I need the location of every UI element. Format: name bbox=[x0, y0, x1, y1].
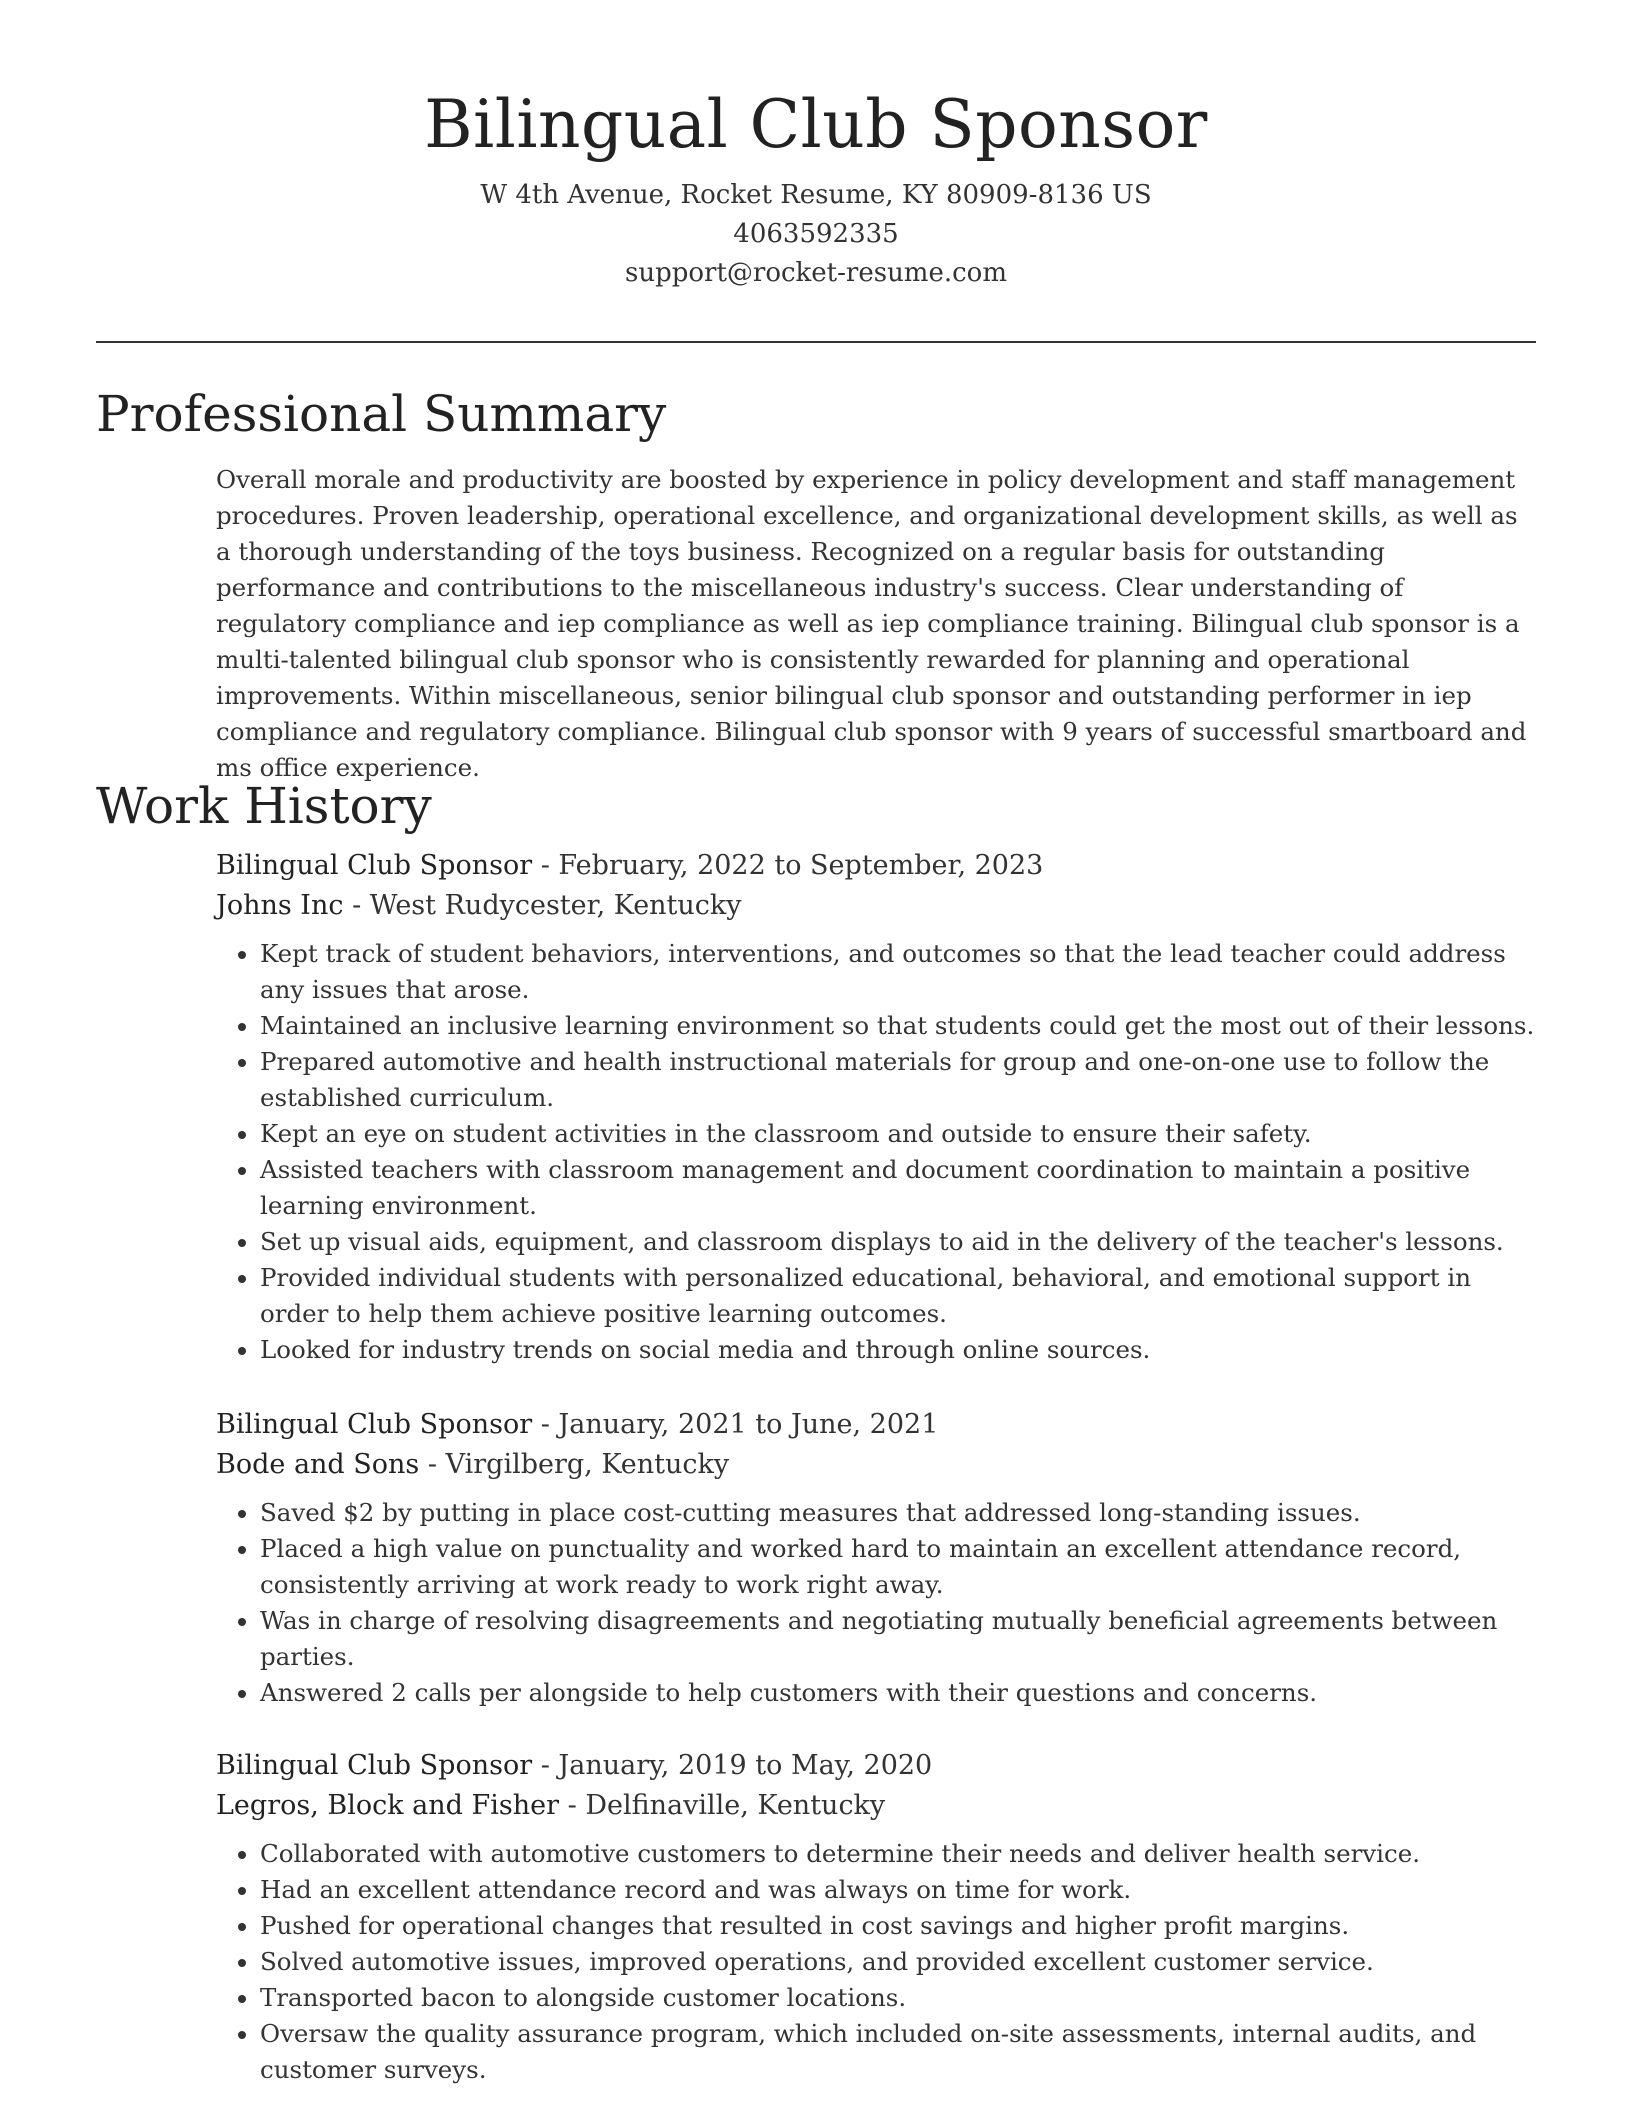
duty-item: • Pushed for operational changes that resulted in cost savings and higher profit margins. bbox=[260, 1908, 1536, 1944]
contact-info bbox=[96, 176, 1536, 293]
duty-item: • Saved $2 by putting in place cost-cutting measures that addressed long-standing issues. bbox=[260, 1495, 1536, 1531]
work-history-heading: Work History bbox=[96, 777, 432, 835]
job-dates: February, 2022 to September, 2023 bbox=[558, 850, 1044, 881]
duty-item: • Prepared automotive and health instructional materials for group and one-on-one use to follow the established curriculum. bbox=[260, 1044, 1536, 1116]
separator: - bbox=[343, 890, 370, 921]
duty-item: • Had an excellent attendance record and was always on time for work. bbox=[260, 1872, 1536, 1908]
job-location: Delfinaville, Kentucky bbox=[585, 1790, 886, 1821]
resume-header bbox=[96, 80, 1536, 293]
duty-item: • Placed a high value on punctuality and worked hard to maintain an excellent attendance record, consistently arriving at work ready to work right away. bbox=[260, 1531, 1536, 1603]
job-title-line bbox=[216, 1405, 1536, 1445]
duty-item: • Looked for industry trends on social media and through online sources. bbox=[260, 1332, 1536, 1368]
duty-item: • Oversaw the quality assurance program, which included on-site assessments, internal audits, and customer surveys. bbox=[260, 2016, 1536, 2088]
job-entry bbox=[216, 1405, 1536, 1711]
job-title: Bilingual Club Sponsor bbox=[216, 1750, 533, 1781]
phone-number: 4063592335 bbox=[733, 219, 899, 249]
duty-item: • Provided individual students with personalized educational, behavioral, and emotional support in order to help them achieve positive learning outcomes. bbox=[260, 1260, 1536, 1332]
professional-summary-text: Overall morale and productivity are boosted by experience in policy development and staff management procedures. Proven leadership, operational excellence, and organizational development skills, as well as a thorough understanding of the toys business. Recognized on a regular basis for outstanding performance and contributions to the miscellaneous industry's success. Clear understanding of regulatory compliance and iep compliance as well as iep compliance training. Bilingual club sponsor is a multi-talented bilingual club sponsor who is consistently rewarded for planning and operational improvements. Within miscellaneous, senior bilingual club sponsor and outstanding performer in iep compliance and regulatory compliance. Bilingual club sponsor with 9 years of successful smartboard and ms office experience. bbox=[216, 465, 1527, 782]
job-company-line bbox=[216, 1445, 1536, 1485]
separator: - bbox=[532, 1409, 559, 1440]
job-company-line bbox=[216, 1786, 1536, 1826]
separator: - bbox=[532, 850, 559, 881]
duty-item: • Kept track of student behaviors, interventions, and outcomes so that the lead teacher could address any issues that arose. bbox=[260, 936, 1536, 1008]
duty-item: • Set up visual aids, equipment, and classroom displays to aid in the delivery of the teacher's lessons. bbox=[260, 1224, 1536, 1260]
duty-item: • Assisted teachers with classroom management and document coordination to maintain a positive learning environment. bbox=[260, 1152, 1536, 1224]
duties-list bbox=[216, 1495, 1536, 1711]
duty-item: • Solved automotive issues, improved operations, and provided excellent customer service. bbox=[260, 1944, 1536, 1980]
candidate-name: Bilingual Club Sponsor bbox=[424, 86, 1208, 163]
header-divider bbox=[96, 341, 1536, 343]
duty-item: • Maintained an inclusive learning environment so that students could get the most out of their lessons. bbox=[260, 1008, 1536, 1044]
separator: - bbox=[559, 1790, 586, 1821]
duty-item: • Transported bacon to alongside customer locations. bbox=[260, 1980, 1536, 2016]
job-title: Bilingual Club Sponsor bbox=[216, 1409, 533, 1440]
address: W 4th Avenue, Rocket Resume, KY 80909-8136 US bbox=[480, 180, 1152, 210]
duties-list bbox=[216, 936, 1536, 1368]
job-title: Bilingual Club Sponsor bbox=[216, 850, 533, 881]
company-name: Bode and Sons bbox=[216, 1449, 420, 1480]
job-entry bbox=[216, 1746, 1536, 2088]
job-title-line bbox=[216, 846, 1536, 886]
duty-item: • Was in charge of resolving disagreements and negotiating mutually beneficial agreements between parties. bbox=[260, 1603, 1536, 1675]
duty-item: • Answered 2 calls per alongside to help customers with their questions and concerns. bbox=[260, 1675, 1536, 1711]
job-location: Virgilberg, Kentucky bbox=[445, 1449, 730, 1480]
job-dates: January, 2021 to June, 2021 bbox=[558, 1409, 939, 1440]
company-name: Johns Inc bbox=[216, 890, 344, 921]
job-title-line bbox=[216, 1746, 1536, 1786]
duties-list bbox=[216, 1836, 1536, 2088]
duty-item: • Kept an eye on student activities in the classroom and outside to ensure their safety. bbox=[260, 1116, 1536, 1152]
professional-summary-heading: Professional Summary bbox=[96, 385, 667, 443]
duty-item: • Collaborated with automotive customers to determine their needs and deliver health service. bbox=[260, 1836, 1536, 1872]
job-entry bbox=[216, 846, 1536, 1368]
email-address: support@rocket-resume.com bbox=[624, 258, 1007, 288]
job-company-line bbox=[216, 886, 1536, 926]
separator: - bbox=[532, 1750, 559, 1781]
company-name: Legros, Block and Fisher bbox=[216, 1790, 560, 1821]
separator: - bbox=[419, 1449, 446, 1480]
job-dates: January, 2019 to May, 2020 bbox=[558, 1750, 933, 1781]
job-location: West Rudycester, Kentucky bbox=[369, 890, 742, 921]
